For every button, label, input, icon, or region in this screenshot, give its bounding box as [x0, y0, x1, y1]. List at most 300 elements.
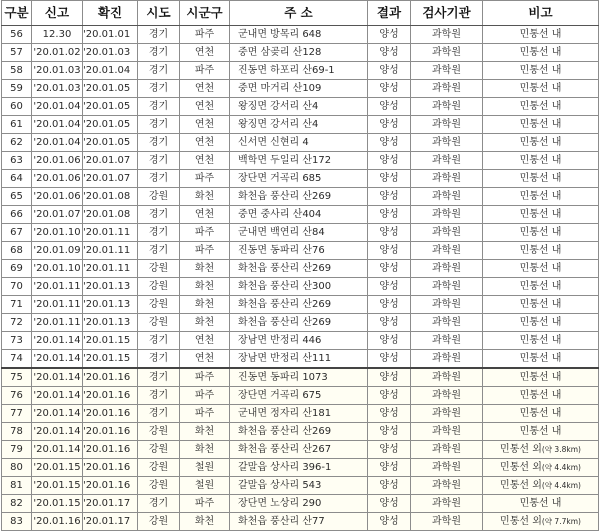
- cell-report: [32, 206, 83, 224]
- cell-confirm-text: '20.01.04: [83, 64, 131, 76]
- cell-address-text: 군내면 방목리 648: [238, 28, 322, 40]
- cell-address: [230, 495, 368, 513]
- cell-confirm: [83, 44, 138, 62]
- cell-no: [2, 242, 32, 260]
- cell-lab-text: 과학원: [432, 371, 461, 383]
- cell-report: [32, 170, 83, 188]
- cell-lab-text: 과학원: [432, 443, 461, 455]
- cell-lab-text: 과학원: [432, 190, 461, 202]
- cell-sigungu-text: 파주: [194, 371, 215, 383]
- cell-lab: [411, 441, 483, 459]
- cell-sigungu-text: 연천: [194, 352, 215, 364]
- cell-address-text: 화천읍 풍산리 산269: [238, 262, 332, 274]
- cell-lab-text: 과학원: [432, 226, 461, 238]
- cell-sido: [138, 459, 180, 477]
- cell-result-text: 양성: [379, 136, 399, 148]
- cell-note: [483, 495, 599, 513]
- cell-no: [2, 368, 32, 387]
- cell-sigungu-text: 화천: [194, 262, 215, 274]
- cell-sido: [138, 170, 180, 188]
- cell-address-text: 백학면 두일리 산172: [238, 154, 332, 166]
- cell-lab-text: 과학원: [432, 208, 461, 220]
- cell-sido-text: 강원: [148, 262, 169, 274]
- cell-sido: [138, 405, 180, 423]
- cell-result-text: 양성: [379, 407, 399, 419]
- cell-note-distance: (약 3.8km): [541, 444, 581, 454]
- cell-sigungu-text: 연천: [194, 100, 215, 112]
- cell-sigungu-text: 파주: [194, 244, 215, 256]
- cell-lab: [411, 296, 483, 314]
- cell-address: [230, 332, 368, 350]
- cell-sigungu-text: 화천: [194, 425, 215, 437]
- cell-sigungu: [180, 134, 230, 152]
- cell-result-text: 양성: [379, 443, 399, 455]
- cell-lab: [411, 44, 483, 62]
- cell-sido-text: 강원: [148, 425, 169, 437]
- cell-sido: [138, 242, 180, 260]
- cell-result: [368, 170, 411, 188]
- cell-confirm-text: '20.01.07: [83, 172, 131, 184]
- cell-report: [32, 405, 83, 423]
- cell-report-text: '20.01.06: [33, 172, 81, 184]
- cell-lab-text: 과학원: [432, 244, 461, 256]
- cell-note-text: 민통선 내: [519, 100, 562, 112]
- cell-result-text: 양성: [379, 208, 399, 220]
- cell-sigungu-text: 파주: [194, 389, 215, 401]
- cell-sigungu-text: 파주: [194, 64, 215, 76]
- table-row: [2, 441, 599, 459]
- cell-address: [230, 224, 368, 242]
- cell-lab-text: 과학원: [432, 497, 461, 509]
- table-row: [2, 260, 599, 278]
- cell-report: [32, 44, 83, 62]
- cell-sigungu: [180, 170, 230, 188]
- cell-address: [230, 170, 368, 188]
- cell-report-text: '20.01.15: [33, 479, 81, 491]
- cell-address-text: 화천읍 풍산리 산269: [238, 298, 332, 310]
- cell-note-text: 민통선 내: [519, 154, 562, 166]
- cell-no-text: 78: [10, 425, 23, 437]
- cell-address: [230, 116, 368, 134]
- cell-note: [483, 116, 599, 134]
- cell-lab-text: 과학원: [432, 64, 461, 76]
- cell-result-text: 양성: [379, 298, 399, 310]
- cell-lab: [411, 495, 483, 513]
- cell-address: [230, 278, 368, 296]
- cell-sido-text: 경기: [148, 118, 169, 130]
- cell-no-text: 68: [10, 244, 23, 256]
- cell-note-text: 민통선 내: [519, 226, 562, 238]
- cell-no: [2, 26, 32, 44]
- cell-no-text: 56: [10, 28, 23, 40]
- cell-report: [32, 242, 83, 260]
- cell-confirm-text: '20.01.15: [83, 334, 131, 346]
- cell-result-text: 양성: [379, 515, 399, 527]
- cell-confirm-text: '20.01.16: [83, 407, 131, 419]
- cell-report: [32, 495, 83, 513]
- cell-confirm: [83, 296, 138, 314]
- cell-sigungu-text: 화천: [194, 190, 215, 202]
- header-row: [2, 1, 599, 26]
- cell-sigungu-text: 연천: [194, 154, 215, 166]
- cell-result: [368, 314, 411, 332]
- cell-result-text: 양성: [379, 154, 399, 166]
- cell-result: [368, 152, 411, 170]
- table-row: [2, 513, 599, 531]
- table-row: [2, 62, 599, 80]
- cell-note: [483, 26, 599, 44]
- cell-sigungu-text: 화천: [194, 316, 215, 328]
- cell-note: [483, 206, 599, 224]
- cell-address-text: 신서면 신현리 4: [238, 136, 309, 148]
- cell-no-text: 60: [10, 100, 23, 112]
- cell-result-text: 양성: [379, 64, 399, 76]
- cell-address: [230, 459, 368, 477]
- cell-result-text: 양성: [379, 100, 399, 112]
- cell-note: [483, 405, 599, 423]
- cell-sido: [138, 368, 180, 387]
- cell-confirm: [83, 134, 138, 152]
- cell-result: [368, 260, 411, 278]
- cell-note: [483, 296, 599, 314]
- cell-sido: [138, 387, 180, 405]
- cell-address: [230, 405, 368, 423]
- cell-note-distance: (약 4.4km): [541, 462, 581, 472]
- cell-no-text: 83: [10, 515, 23, 527]
- cell-no: [2, 495, 32, 513]
- cell-sido: [138, 423, 180, 441]
- cell-result: [368, 441, 411, 459]
- cell-sigungu: [180, 513, 230, 531]
- cell-result-text: 양성: [379, 190, 399, 202]
- cell-lab: [411, 170, 483, 188]
- cell-note: [483, 513, 599, 531]
- cell-sido-text: 강원: [148, 515, 169, 527]
- cell-no: [2, 459, 32, 477]
- cell-confirm-text: '20.01.05: [83, 136, 131, 148]
- cell-sigungu-text: 파주: [194, 28, 215, 40]
- cell-confirm: [83, 152, 138, 170]
- cell-lab-text: 과학원: [432, 461, 461, 473]
- table-row: [2, 405, 599, 423]
- cell-lab: [411, 224, 483, 242]
- cell-result-text: 양성: [379, 28, 399, 40]
- cell-sido: [138, 495, 180, 513]
- cell-confirm-text: '20.01.05: [83, 118, 131, 130]
- cell-sido-text: 경기: [148, 64, 169, 76]
- header-lab: 검사기관: [411, 1, 483, 26]
- cell-result-text: 양성: [379, 425, 399, 437]
- cell-sido-text: 경기: [148, 352, 169, 364]
- cell-address: [230, 350, 368, 369]
- cell-note: [483, 441, 599, 459]
- cell-sido: [138, 350, 180, 369]
- cell-lab-text: 과학원: [432, 479, 461, 491]
- cell-confirm-text: '20.01.16: [83, 425, 131, 437]
- cell-no-text: 80: [10, 461, 23, 473]
- cell-report-text: '20.01.10: [33, 226, 81, 238]
- cell-report: [32, 423, 83, 441]
- table-row: [2, 26, 599, 44]
- cell-report: [32, 441, 83, 459]
- cell-no: [2, 134, 32, 152]
- cell-lab: [411, 134, 483, 152]
- cell-sigungu: [180, 441, 230, 459]
- cell-note: [483, 477, 599, 495]
- cell-lab: [411, 80, 483, 98]
- cell-sido: [138, 477, 180, 495]
- cell-note-text: 민통선 내: [519, 262, 562, 274]
- cell-report: [32, 459, 83, 477]
- cell-sigungu-text: 연천: [194, 334, 215, 346]
- cell-note-text: 민통선 외: [500, 515, 542, 527]
- cell-sigungu-text: 파주: [194, 407, 215, 419]
- cell-address-text: 왕징면 강서리 산4: [238, 118, 319, 130]
- cell-report-text: '20.01.07: [33, 208, 81, 220]
- cell-report-text: '20.01.10: [33, 262, 81, 274]
- cell-report-text: 12.30: [42, 28, 72, 40]
- cell-sido-text: 경기: [148, 136, 169, 148]
- table-row: [2, 296, 599, 314]
- cell-result-text: 양성: [379, 262, 399, 274]
- cell-confirm-text: '20.01.16: [83, 443, 131, 455]
- cell-no-text: 76: [10, 389, 23, 401]
- cell-sigungu: [180, 350, 230, 369]
- cell-address-text: 화천읍 풍산리 산267: [238, 443, 332, 455]
- cell-no: [2, 296, 32, 314]
- cell-sido: [138, 134, 180, 152]
- cell-result-text: 양성: [379, 46, 399, 58]
- cell-no: [2, 405, 32, 423]
- cell-lab-text: 과학원: [432, 425, 461, 437]
- cell-sido: [138, 152, 180, 170]
- cell-report-text: '20.01.09: [33, 244, 81, 256]
- cell-result: [368, 278, 411, 296]
- cell-address: [230, 368, 368, 387]
- cell-address: [230, 423, 368, 441]
- cell-confirm-text: '20.01.03: [83, 46, 131, 58]
- cell-confirm: [83, 62, 138, 80]
- cell-confirm: [83, 224, 138, 242]
- cell-sigungu: [180, 152, 230, 170]
- cell-sido-text: 경기: [148, 208, 169, 220]
- table-row: [2, 387, 599, 405]
- cell-confirm: [83, 368, 138, 387]
- cell-report: [32, 314, 83, 332]
- cell-lab-text: 과학원: [432, 262, 461, 274]
- cell-address-text: 중면 삼곶리 산128: [238, 46, 322, 58]
- cell-lab: [411, 278, 483, 296]
- cell-note: [483, 152, 599, 170]
- cell-confirm: [83, 441, 138, 459]
- cell-address: [230, 62, 368, 80]
- cell-no: [2, 260, 32, 278]
- cell-sigungu-text: 연천: [194, 208, 215, 220]
- cell-report-text: '20.01.03: [33, 82, 81, 94]
- cell-result: [368, 206, 411, 224]
- cell-lab: [411, 513, 483, 531]
- cell-result-text: 양성: [379, 334, 399, 346]
- cell-no-text: 66: [10, 208, 23, 220]
- cell-confirm: [83, 495, 138, 513]
- cell-lab: [411, 152, 483, 170]
- cell-confirm: [83, 477, 138, 495]
- cell-address: [230, 206, 368, 224]
- cell-sido-text: 경기: [148, 389, 169, 401]
- cell-address: [230, 513, 368, 531]
- table-row: [2, 152, 599, 170]
- cell-address: [230, 242, 368, 260]
- table-row: [2, 242, 599, 260]
- cell-no: [2, 152, 32, 170]
- cell-note: [483, 62, 599, 80]
- cell-no: [2, 477, 32, 495]
- header-confirm: 확진: [83, 1, 138, 26]
- table-row: [2, 116, 599, 134]
- cell-confirm-text: '20.01.15: [83, 352, 131, 364]
- table-row: [2, 459, 599, 477]
- cell-sigungu: [180, 224, 230, 242]
- cell-no-text: 73: [10, 334, 23, 346]
- cell-lab-text: 과학원: [432, 316, 461, 328]
- cell-no: [2, 206, 32, 224]
- cell-report-text: '20.01.14: [33, 389, 81, 401]
- cell-confirm-text: '20.01.01: [83, 28, 131, 40]
- cell-report: [32, 26, 83, 44]
- cell-sigungu-text: 파주: [194, 172, 215, 184]
- cell-sigungu: [180, 423, 230, 441]
- cell-sido: [138, 206, 180, 224]
- cell-address-text: 화천읍 풍산리 산300: [238, 280, 332, 292]
- cell-note-text: 민통선 내: [519, 389, 562, 401]
- cell-sigungu-text: 화천: [194, 298, 215, 310]
- header-sigungu: 시군구: [180, 1, 230, 26]
- cell-address-text: 화천읍 풍산리 산269: [238, 425, 332, 437]
- cell-no-text: 62: [10, 136, 23, 148]
- cell-address-text: 중면 중사리 산404: [238, 208, 322, 220]
- cell-note-text: 민통선 내: [519, 28, 562, 40]
- cell-result-text: 양성: [379, 389, 399, 401]
- cell-lab-text: 과학원: [432, 352, 461, 364]
- cell-result: [368, 495, 411, 513]
- cell-no: [2, 423, 32, 441]
- cell-sido: [138, 44, 180, 62]
- cell-sigungu: [180, 387, 230, 405]
- cell-address-text: 갈말읍 상사리 396-1: [238, 461, 332, 473]
- cell-note: [483, 224, 599, 242]
- cell-lab: [411, 459, 483, 477]
- table-row: [2, 423, 599, 441]
- cell-sigungu-text: 연천: [194, 82, 215, 94]
- cell-address: [230, 98, 368, 116]
- cell-confirm-text: '20.01.17: [83, 515, 131, 527]
- cell-report-text: '20.01.11: [33, 298, 81, 310]
- cell-note-text: 민통선 내: [519, 425, 562, 437]
- cell-confirm-text: '20.01.08: [83, 208, 131, 220]
- cell-sido-text: 경기: [148, 46, 169, 58]
- cell-result-text: 양성: [379, 479, 399, 491]
- cell-lab-text: 과학원: [432, 118, 461, 130]
- cell-address-text: 장단면 거곡리 675: [238, 389, 322, 401]
- cell-report: [32, 80, 83, 98]
- cell-sigungu-text: 연천: [194, 118, 215, 130]
- cell-report: [32, 296, 83, 314]
- cell-note: [483, 332, 599, 350]
- cell-result: [368, 477, 411, 495]
- cell-sigungu: [180, 332, 230, 350]
- cell-no-text: 67: [10, 226, 23, 238]
- cell-report: [32, 368, 83, 387]
- cell-report-text: '20.01.04: [33, 100, 81, 112]
- cell-confirm: [83, 278, 138, 296]
- cell-result-text: 양성: [379, 316, 399, 328]
- cell-note-text: 민통선 내: [519, 190, 562, 202]
- cell-result: [368, 116, 411, 134]
- cell-address: [230, 314, 368, 332]
- cell-no: [2, 224, 32, 242]
- cell-confirm: [83, 332, 138, 350]
- cell-result: [368, 368, 411, 387]
- cell-confirm: [83, 188, 138, 206]
- cell-note-text: 민통선 외: [500, 461, 542, 473]
- cell-sido-text: 경기: [148, 100, 169, 112]
- table-row: [2, 188, 599, 206]
- cell-address-text: 진동면 동파리 산76: [238, 244, 325, 256]
- cell-sigungu: [180, 495, 230, 513]
- cell-lab: [411, 26, 483, 44]
- table-row: [2, 332, 599, 350]
- cell-result-text: 양성: [379, 172, 399, 184]
- cell-confirm-text: '20.01.05: [83, 82, 131, 94]
- cell-address: [230, 152, 368, 170]
- cell-confirm-text: '20.01.07: [83, 154, 131, 166]
- cell-sido: [138, 296, 180, 314]
- table-row: [2, 350, 599, 369]
- cell-report-text: '20.01.02: [33, 46, 81, 58]
- cell-report: [32, 188, 83, 206]
- cell-report-text: '20.01.11: [33, 280, 81, 292]
- cell-confirm: [83, 513, 138, 531]
- cell-sido: [138, 513, 180, 531]
- cell-sido-text: 경기: [148, 82, 169, 94]
- cell-address-text: 장남면 반정리 산111: [238, 352, 332, 364]
- cell-note: [483, 134, 599, 152]
- cell-sido: [138, 260, 180, 278]
- header-address: 주 소: [230, 1, 368, 26]
- header-sido: 시도: [138, 1, 180, 26]
- cell-address: [230, 44, 368, 62]
- cell-no-text: 57: [10, 46, 23, 58]
- cell-no-text: 74: [10, 352, 23, 364]
- header-report: 신고: [32, 1, 83, 26]
- cell-sido-text: 경기: [148, 407, 169, 419]
- cell-sido-text: 경기: [148, 244, 169, 256]
- cell-sido-text: 경기: [148, 28, 169, 40]
- cell-address-text: 화천읍 풍산리 산77: [238, 515, 325, 527]
- table-row: [2, 206, 599, 224]
- cell-note-text: 민통선 내: [519, 244, 562, 256]
- cell-result: [368, 459, 411, 477]
- cell-no: [2, 387, 32, 405]
- table-body: [2, 26, 599, 531]
- cell-note-text: 민통선 내: [519, 352, 562, 364]
- cell-confirm: [83, 206, 138, 224]
- cell-confirm-text: '20.01.05: [83, 100, 131, 112]
- cell-note: [483, 387, 599, 405]
- cell-sigungu: [180, 368, 230, 387]
- cell-lab: [411, 62, 483, 80]
- cell-report-text: '20.01.15: [33, 461, 81, 473]
